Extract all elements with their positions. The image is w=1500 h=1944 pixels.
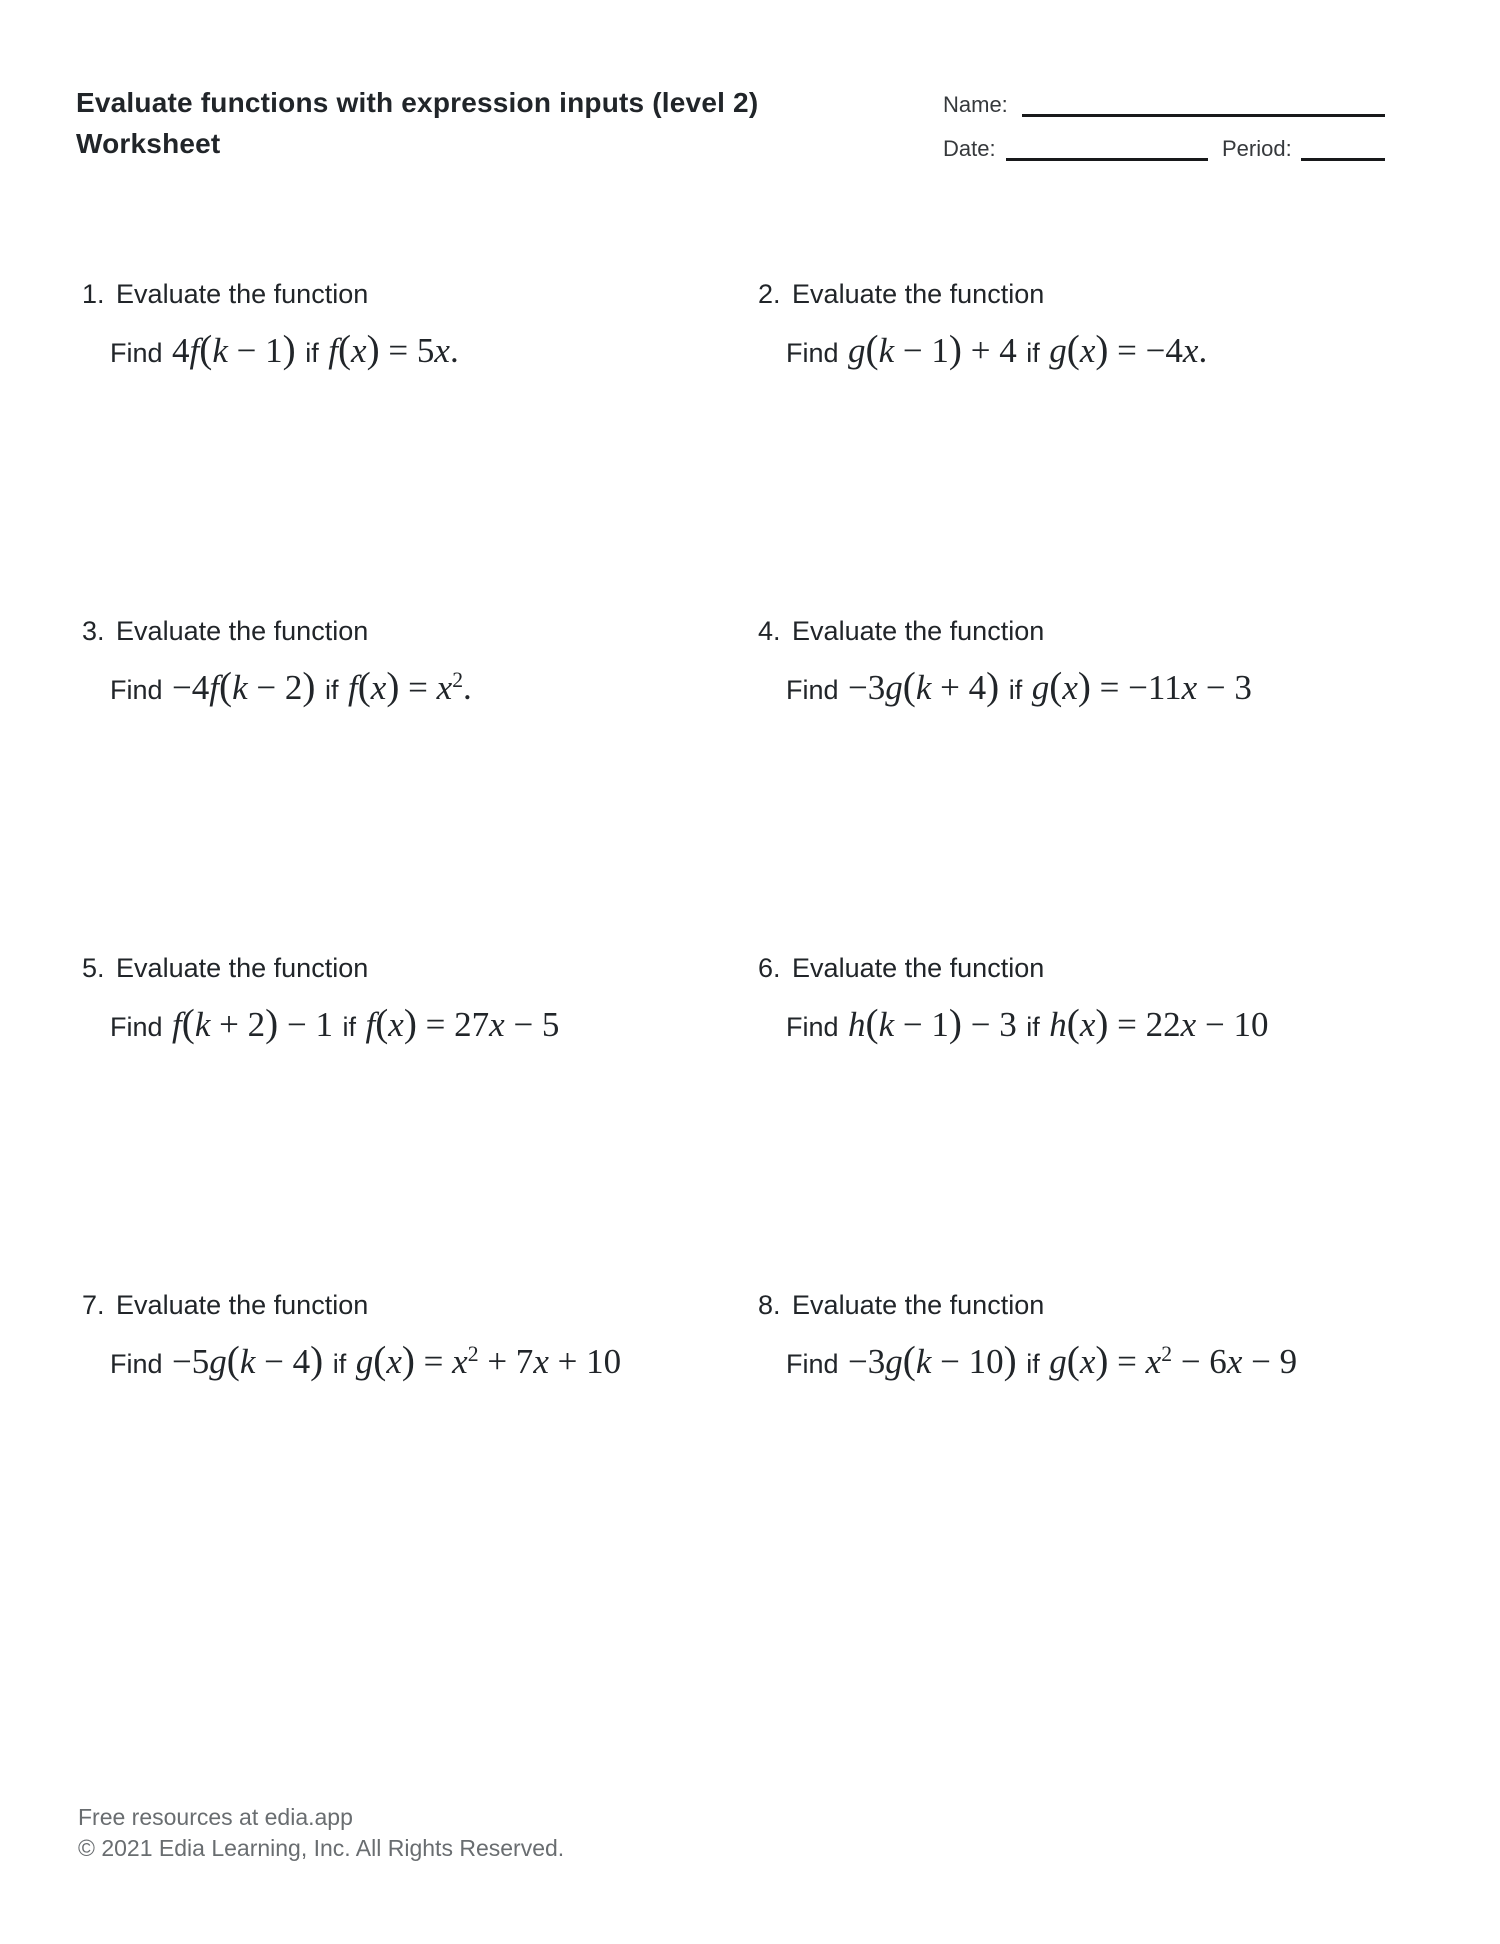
- problem-heading: [82, 614, 758, 649]
- date-label: Date:: [943, 136, 996, 161]
- worksheet-title: [76, 82, 758, 164]
- problem: [82, 614, 758, 951]
- problem-statement: [82, 1337, 758, 1389]
- find-word: Find: [786, 338, 839, 368]
- if-word: if: [1026, 1349, 1040, 1379]
- problem: [82, 277, 758, 614]
- problem-number: 5.: [82, 953, 105, 983]
- problem: [758, 951, 1418, 1288]
- problem-number: 4.: [758, 616, 781, 646]
- problem-heading: [82, 1288, 758, 1323]
- if-word: if: [324, 675, 339, 705]
- problem-statement: [758, 1337, 1418, 1389]
- name-label: Name:: [943, 92, 1008, 117]
- problem-prompt: Evaluate the function: [792, 616, 1045, 646]
- problem-heading: [82, 277, 758, 312]
- problem-number: 7.: [82, 1290, 105, 1320]
- problem-heading: [758, 614, 1418, 649]
- problem-prompt: Evaluate the function: [116, 616, 369, 646]
- problem: [758, 614, 1418, 951]
- title-line-1: Evaluate functions with expression inputs (level 2): [76, 87, 759, 118]
- problem: [82, 1288, 758, 1625]
- problem-statement: [758, 663, 1418, 715]
- if-word: if: [305, 338, 319, 368]
- problem-heading: [82, 951, 758, 986]
- definition-math: g(x) = −4x.: [1049, 328, 1208, 371]
- problem-heading: [758, 277, 1418, 312]
- find-word: Find: [110, 1012, 163, 1042]
- problem-heading: [758, 1288, 1418, 1323]
- problem-number: 1.: [82, 279, 105, 309]
- expression-math: h(k − 1) − 3: [848, 1002, 1017, 1045]
- page-footer: [78, 1802, 564, 1864]
- problem-statement: [82, 1000, 758, 1052]
- problem-number: 8.: [758, 1290, 781, 1320]
- if-word: if: [342, 1012, 356, 1042]
- problem-statement: [758, 1000, 1418, 1052]
- problem-prompt: Evaluate the function: [792, 953, 1045, 983]
- if-word: if: [332, 1349, 347, 1379]
- problem-statement: [758, 326, 1418, 378]
- expression-math: −5g(k − 4): [172, 1339, 324, 1382]
- problem-prompt: Evaluate the function: [792, 1290, 1045, 1320]
- expression-math: −3g(k − 10): [848, 1339, 1017, 1382]
- find-word: Find: [110, 338, 163, 368]
- problem-prompt: Evaluate the function: [116, 279, 369, 309]
- problem-statement: [82, 663, 758, 715]
- if-word: if: [1026, 1012, 1040, 1042]
- period-blank-line: [1301, 158, 1385, 161]
- find-word: Find: [786, 675, 839, 705]
- definition-math: h(x) = 22x − 10: [1049, 1002, 1269, 1045]
- problem-number: 2.: [758, 279, 781, 309]
- problem-number: 3.: [82, 616, 105, 646]
- find-word: Find: [110, 675, 163, 705]
- find-word: Find: [786, 1349, 839, 1379]
- definition-math: $g(x) = x^2 - 6x - 9$: [1049, 1339, 1298, 1382]
- problem: [758, 277, 1418, 614]
- definition-math: $f(x) = x^2$.: [347, 665, 472, 708]
- definition-math: f(x) = 5x.: [328, 328, 459, 371]
- name-blank-line: [1022, 114, 1385, 117]
- problem: [82, 951, 758, 1288]
- problems-grid: [82, 277, 1418, 1625]
- if-word: if: [1026, 338, 1040, 368]
- expression-math: 4f(k − 1): [172, 328, 296, 371]
- problem-prompt: Evaluate the function: [116, 1290, 369, 1320]
- date-blank-line: [1006, 158, 1208, 161]
- if-word: if: [1008, 675, 1023, 705]
- definition-math: g(x) = −11x − 3: [1031, 665, 1252, 708]
- footer-line-2: © 2021 Edia Learning, Inc. All Rights Reserved.: [78, 1835, 565, 1861]
- expression-math: −4f(k − 2): [172, 665, 316, 708]
- expression-math: g(k − 1) + 4: [848, 328, 1017, 371]
- title-line-2: Worksheet: [76, 128, 221, 159]
- expression-math: f(k + 2) − 1: [172, 1002, 333, 1045]
- problem-statement: [82, 326, 758, 378]
- find-word: Find: [786, 1012, 839, 1042]
- problem-prompt: Evaluate the function: [116, 953, 369, 983]
- definition-math: $g(x) = x^2 + 7x + 10$: [355, 1339, 622, 1382]
- problem-prompt: Evaluate the function: [792, 279, 1045, 309]
- find-word: Find: [110, 1349, 163, 1379]
- definition-math: f(x) = 27x − 5: [365, 1002, 560, 1045]
- expression-math: −3g(k + 4): [848, 665, 1000, 708]
- problem-number: 6.: [758, 953, 781, 983]
- problem: [758, 1288, 1418, 1625]
- period-label: Period:: [1222, 136, 1292, 161]
- footer-line-1: Free resources at edia.app: [78, 1804, 353, 1830]
- problem-heading: [758, 951, 1418, 986]
